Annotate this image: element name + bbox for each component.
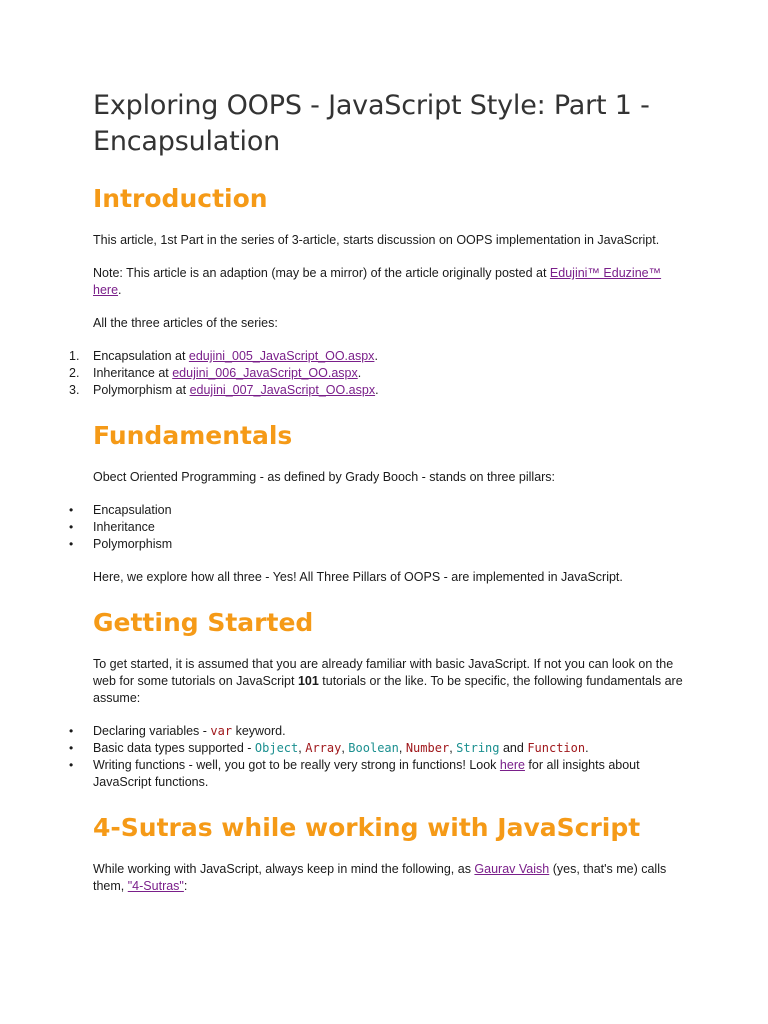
list-item: • Encapsulation [93,502,693,519]
note-prefix: Note: This article is an adaption (may be a mirror) of the article originally posted at [93,266,550,280]
separator: , [341,741,349,755]
heading-4-sutras: 4-Sutras while working with JavaScript [93,813,641,842]
and-word: and [499,741,528,755]
pillars-list [93,502,693,553]
heading-fundamentals: Fundamentals [93,421,293,450]
separator: , [449,741,457,755]
code-object: Object [254,741,299,755]
code-array: Array [305,741,342,755]
series-text: Inheritance at [93,366,173,380]
code-number: Number [405,741,450,755]
code-string: String [456,741,500,755]
series-list [69,348,693,399]
getting-started-paragraph [93,656,693,707]
sutras-text-b: (yes, that's me) calls them, [93,862,667,893]
series-link-2[interactable]: edujini_006_JavaScript_OO.aspx [172,366,358,380]
series-text: Polymorphism at [93,383,190,397]
sutras-paragraph [93,861,693,895]
list-item: • Inheritance [93,519,693,536]
series-end: . [357,366,362,380]
here-link-functions[interactable]: here [499,758,525,772]
gaurav-vaish-link[interactable]: Gaurav Vaish [474,862,550,876]
code-boolean: Boolean [348,741,399,755]
code-var: var [210,724,233,738]
article-content [69,88,693,911]
list-number: 3. [69,383,80,397]
here-link-note[interactable]: here [93,283,119,297]
item2-end: . [585,741,589,755]
series-end: . [375,383,379,397]
list-item [69,382,693,399]
code-function: Function [527,741,586,755]
item3-text-b: for all insights about JavaScript functions. [93,758,640,789]
series-label: All the three articles of the series: [93,316,278,330]
list-item [93,757,693,791]
4-sutras-link[interactable]: "4-Sutras" [127,879,184,893]
intro-paragraph: This article, 1st Part in the series of 3-article, starts discussion on OOPS implementation in JavaScript. [93,233,660,247]
heading-getting-started: Getting Started [93,608,314,637]
list-item [69,348,693,365]
gs-bold-101: 101 [297,674,319,688]
series-end: . [374,349,378,363]
fundamentals-paragraph: Obect Oriented Programming - as defined by Grady Booch - stands on three pillars: [93,470,556,484]
list-number: 2. [69,366,80,380]
heading-introduction: Introduction [93,184,268,213]
article-title: Exploring OOPS - JavaScript Style: Part 1 - Encapsulation [93,90,650,157]
series-text: Encapsulation at [93,349,189,363]
list-item [93,740,693,757]
note-paragraph [93,265,693,299]
item1-text-a: Declaring variables - [93,724,211,738]
list-number: 1. [69,349,80,363]
list-item [93,723,693,740]
list-item [69,365,693,382]
fundamentals-paragraph-2: Here, we explore how all three - Yes! All Three Pillars of OOPS - are implemented in JavaScript. [93,570,623,584]
series-link-3[interactable]: edujini_007_JavaScript_OO.aspx [189,383,376,397]
sutras-text-a: While working with JavaScript, always keep in mind the following, as [93,862,475,876]
fundamentals-assumed-list [93,723,693,791]
series-link-1[interactable]: edujini_005_JavaScript_OO.aspx [188,349,375,363]
gs-text-b: tutorials or the like. To be specific, the following fundamentals are assume: [93,674,683,705]
sutras-text-c: : [183,879,188,893]
item2-text-a: Basic data types supported - [93,741,255,755]
separator: , [398,741,406,755]
note-suffix: . [118,283,122,297]
item1-text-b: keyword. [232,724,286,738]
edujini-eduzine-link[interactable]: Edujini™ Eduzine™ [549,266,662,280]
separator: , [298,741,306,755]
list-item: • Polymorphism [93,536,693,553]
gs-text-a: To get started, it is assumed that you are already familiar with basic JavaScript. If not you can look on the web for some tutorials on JavaScript [93,657,674,688]
item3-text-a: Writing functions - well, you got to be really very strong in functions! Look [93,758,500,772]
